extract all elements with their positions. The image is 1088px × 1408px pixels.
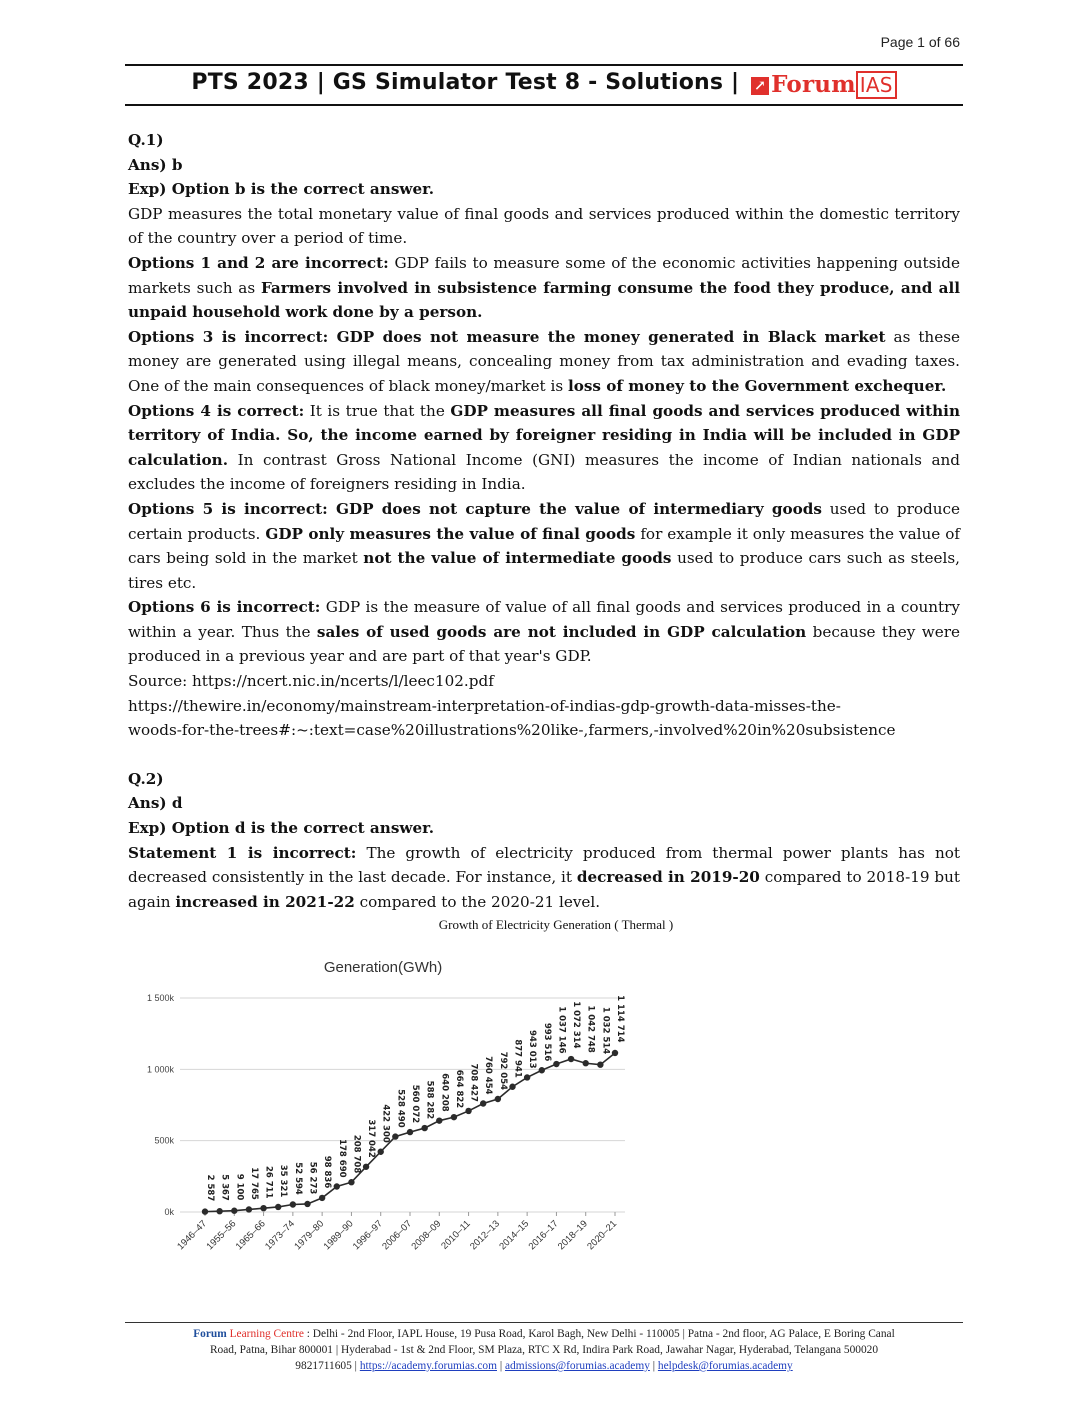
data-point bbox=[553, 1061, 559, 1067]
data-label: 1 042 748 bbox=[585, 1005, 596, 1053]
explanation-heading: Exp) Option b is the correct answer. bbox=[128, 180, 434, 199]
data-label: 760 454 bbox=[483, 1056, 494, 1095]
data-point bbox=[246, 1206, 252, 1212]
data-label: 2 587 bbox=[205, 1174, 215, 1202]
x-tick-label: 2016–17 bbox=[526, 1218, 561, 1253]
x-tick-label: 1955–56 bbox=[204, 1218, 239, 1253]
data-point bbox=[392, 1133, 398, 1139]
data-point bbox=[231, 1208, 237, 1214]
data-point bbox=[568, 1056, 574, 1062]
source-link: https://thewire.in/economy/mainstream-interpretation-of-indias-gdp-growth-data-misses-the- bbox=[128, 696, 841, 715]
data-label: 422 300 bbox=[380, 1104, 391, 1143]
y-tick-label: 1 500k bbox=[146, 993, 174, 1003]
y-tick-label: 0k bbox=[164, 1207, 174, 1217]
data-point bbox=[421, 1125, 427, 1131]
data-label: 208 708 bbox=[351, 1134, 362, 1174]
data-label: 588 282 bbox=[424, 1080, 435, 1120]
admissions-email-link[interactable]: admissions@forumias.academy bbox=[504, 1360, 650, 1372]
data-label: 528 490 bbox=[395, 1089, 406, 1128]
data-point bbox=[451, 1114, 457, 1120]
paragraph: GDP measures the total monetary value of final goods and services produced within the domestic territory of the country over a period of time. bbox=[128, 204, 960, 248]
data-point bbox=[348, 1179, 354, 1185]
explanation-heading: Exp) Option d is the correct answer. bbox=[128, 819, 434, 838]
question-number: Q.1) bbox=[128, 131, 164, 149]
x-tick-label: 2006–07 bbox=[380, 1218, 415, 1253]
chart-title: Generation(GWh) bbox=[323, 959, 443, 976]
x-tick-label: 1996–97 bbox=[350, 1218, 385, 1253]
data-label: 877 941 bbox=[512, 1039, 523, 1078]
data-label: 1 072 314 bbox=[571, 1001, 582, 1049]
data-point bbox=[378, 1149, 384, 1155]
document-body bbox=[128, 128, 960, 914]
data-point bbox=[216, 1208, 222, 1214]
data-point bbox=[583, 1060, 589, 1066]
data-label: 1 114 714 bbox=[615, 995, 625, 1043]
academy-link[interactable]: https://academy.forumias.com bbox=[359, 1360, 497, 1372]
data-point bbox=[202, 1208, 208, 1214]
data-label: 56 273 bbox=[307, 1161, 318, 1195]
answer: Ans) d bbox=[128, 794, 183, 813]
data-label: 35 321 bbox=[278, 1164, 289, 1198]
data-label: 708 427 bbox=[468, 1063, 479, 1102]
data-point bbox=[509, 1084, 515, 1090]
data-point bbox=[524, 1074, 530, 1080]
data-label: 52 594 bbox=[292, 1162, 303, 1195]
data-point bbox=[319, 1195, 325, 1201]
data-label: 640 208 bbox=[439, 1073, 450, 1112]
data-point bbox=[290, 1201, 296, 1207]
data-label: 993 516 bbox=[541, 1022, 552, 1062]
x-tick-label: 1973–74 bbox=[263, 1218, 297, 1253]
footer-rule bbox=[125, 1322, 963, 1323]
paragraph: Options 4 is correct: It is true that the GDP measures all final goods and services produced within territory of India. So, the income earned by foreigner residing in India will be included in GDP calculation. In contrast Gross National Income (GNI) measures the income of Indian nationals and excludes the income of foreigners residing in India. bbox=[128, 401, 960, 494]
y-tick-label: 1 000k bbox=[146, 1064, 174, 1075]
data-label: 943 013 bbox=[527, 1030, 538, 1069]
data-label: 178 690 bbox=[336, 1139, 347, 1178]
data-point bbox=[539, 1067, 545, 1073]
data-point bbox=[407, 1129, 413, 1135]
x-tick-label: 2012–13 bbox=[468, 1218, 502, 1253]
x-tick-label: 1979–80 bbox=[292, 1218, 327, 1253]
page-footer: Forum Learning Centre : Delhi - 2nd Floor, IAPL House, 19 Pusa Road, Karol Bagh, New Delhi - 110005 | Patna - 2nd floor, AG Palace, E Boring Canal Road, Patna, Bihar 800001 | Hyderabad - 1st & 2nd Floor, SM Plaza, RTC X Rd, Indira Park Road, Jawahar Nagar, Hyderabad, Telangana 500020 9821711605 | https://academy.forumias.com | admissions@forumias.academy | helpdesk@forumias.academy bbox=[193, 1328, 895, 1372]
question-number: Q.2) bbox=[128, 769, 164, 788]
data-label: 792 054 bbox=[497, 1051, 508, 1091]
arrow-icon: ↗ bbox=[751, 77, 769, 95]
data-point bbox=[363, 1164, 369, 1170]
data-point bbox=[495, 1096, 501, 1102]
data-point bbox=[597, 1061, 603, 1067]
x-tick-label: 1965–66 bbox=[233, 1218, 268, 1253]
source-link: Source: https://ncert.nic.in/ncerts/l/leec102.pdf bbox=[128, 672, 494, 691]
data-label: 1 032 514 bbox=[600, 1006, 611, 1055]
source-link: woods-for-the-trees#:~:text=case%20illustrations%20like-,farmers,-involved%20in%20subsistence bbox=[128, 721, 896, 740]
thermal-generation-chart bbox=[130, 950, 640, 1270]
data-label: 26 711 bbox=[263, 1165, 274, 1199]
chart-caption: Growth of Electricity Generation ( Thermal ) bbox=[438, 917, 674, 932]
page-header bbox=[125, 70, 963, 98]
page-number: Page 1 of 66 bbox=[880, 34, 960, 50]
data-label: 664 822 bbox=[453, 1069, 464, 1109]
x-tick-label: 2014–15 bbox=[497, 1218, 532, 1253]
x-tick-label: 2008–09 bbox=[409, 1218, 444, 1253]
data-point bbox=[480, 1100, 486, 1106]
x-tick-label: 1946–47 bbox=[175, 1218, 210, 1253]
data-point bbox=[436, 1117, 442, 1123]
data-point bbox=[612, 1050, 618, 1056]
answer: Ans) b bbox=[128, 155, 183, 174]
header-top-rule bbox=[125, 64, 963, 66]
data-point bbox=[465, 1108, 471, 1114]
data-point bbox=[275, 1204, 281, 1210]
data-label: 560 072 bbox=[410, 1084, 420, 1124]
data-label: 9 100 bbox=[234, 1173, 245, 1201]
x-tick-label: 2018–19 bbox=[555, 1218, 590, 1253]
header-bottom-rule bbox=[125, 104, 963, 106]
paragraph: Options 1 and 2 are incorrect: GDP fails to measure some of the economic activities happening outside markets such as Farmers involved in subsistence farming consume the food they produce, and all unpaid household work done by a person. bbox=[128, 253, 961, 322]
data-label: 98 836 bbox=[322, 1155, 333, 1189]
forumias-logo: ↗ Forum IAS bbox=[751, 71, 896, 98]
y-tick-label: 500k bbox=[154, 1135, 174, 1146]
x-tick-label: 2020–21 bbox=[585, 1218, 620, 1253]
paragraph: Statement 1 is incorrect: The growth of electricity produced from thermal power plants has not decreased consistently in the last decade. For instance, it decreased in 2019-20 compared to 2018-19 but again increased in 2021-22 compared to the 2020-21 level. bbox=[128, 843, 961, 911]
data-label: 317 042 bbox=[366, 1119, 377, 1158]
data-point bbox=[304, 1201, 310, 1207]
x-tick-label: 2010–11 bbox=[439, 1218, 473, 1252]
data-label: 1 037 146 bbox=[556, 1006, 567, 1054]
data-label: 17 765 bbox=[248, 1167, 259, 1200]
x-tick-label: 1989–90 bbox=[321, 1218, 356, 1253]
data-label: 5 367 bbox=[219, 1174, 230, 1201]
header-title: PTS 2023 | GS Simulator Test 8 - Solutions | bbox=[191, 70, 740, 95]
data-point bbox=[260, 1205, 266, 1211]
data-point bbox=[334, 1183, 340, 1189]
paragraph: Options 6 is incorrect: GDP is the measure of value of all final goods and services produced in a country within a year. Thus the sales of used goods are not included in GDP calculation because they were produced in a previous year and are part of that year's GDP. bbox=[128, 598, 960, 666]
paragraph: Options 3 is incorrect: GDP does not measure the money generated in Black market as these money are generated using illegal means, concealing money from tax administration and evading taxes. One of the main consequences of black money/market is loss of money to the Government exchequer. bbox=[128, 327, 960, 395]
paragraph: Options 5 is incorrect: GDP does not capture the value of intermediary goods used to produce certain products. GDP only measures the value of final goods for example it only measures the value of cars being sold in the market not the value of intermediate goods used to produce cars such as steels, tires etc. bbox=[128, 499, 960, 592]
helpdesk-email-link[interactable]: helpdesk@forumias.academy bbox=[657, 1360, 793, 1372]
